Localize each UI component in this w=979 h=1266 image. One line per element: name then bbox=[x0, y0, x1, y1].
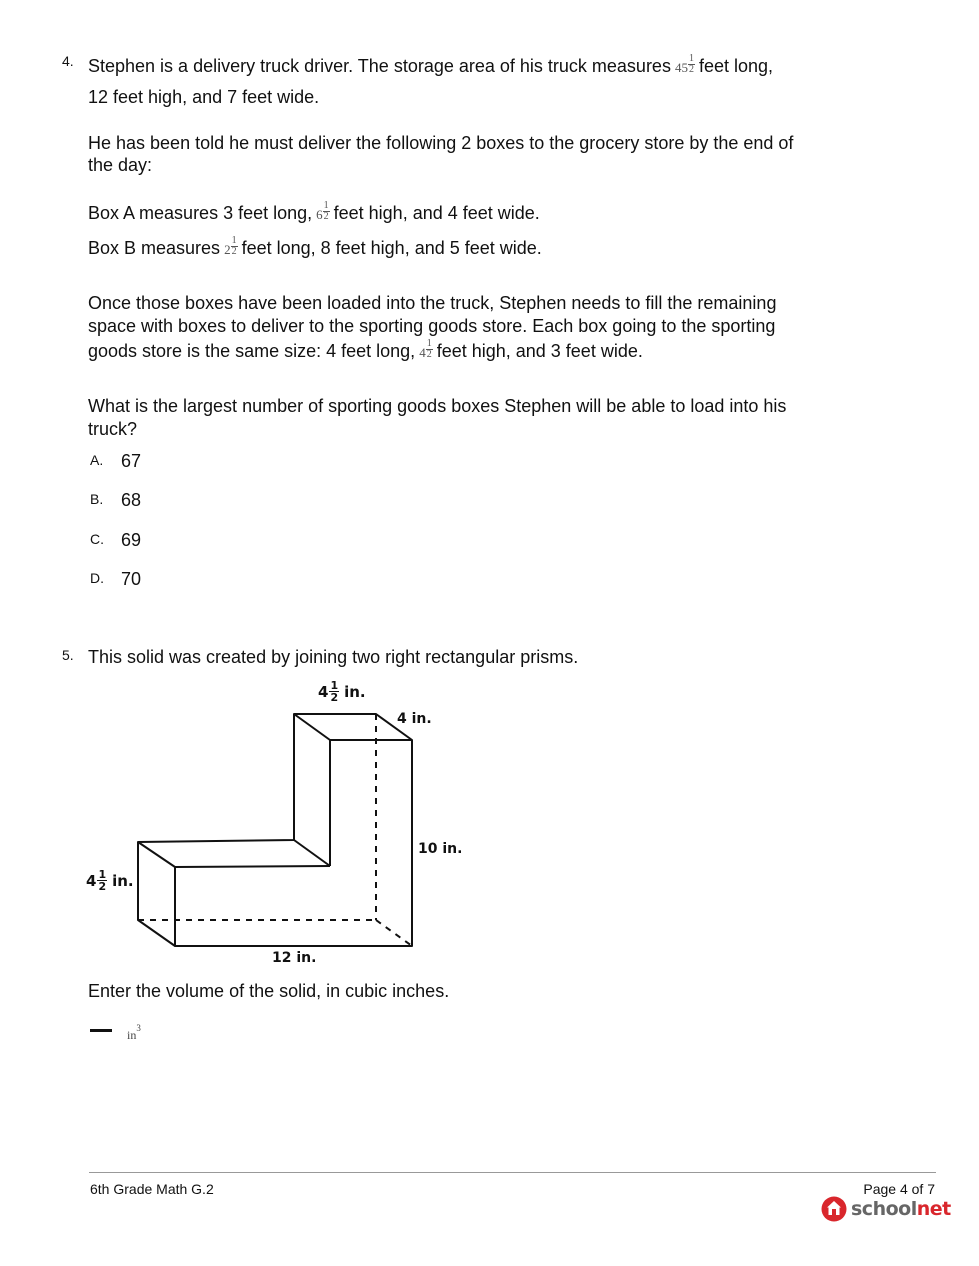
brand-school: school bbox=[851, 1198, 917, 1220]
q4-text: Stephen is a delivery truck driver. The storage area of his truck measures bbox=[88, 55, 671, 76]
length-label: 12 in. bbox=[272, 950, 317, 966]
q4-text: space with boxes to deliver to the sporting goods store. Each box going to the sporting bbox=[88, 316, 776, 336]
page-number: Page 4 of 7 bbox=[863, 1181, 935, 1197]
q4-paragraph-1 bbox=[88, 52, 773, 82]
choice-a[interactable]: 67 bbox=[121, 451, 142, 471]
hidden-depth-edge bbox=[376, 920, 412, 946]
left-height-label: 4 $\frac{1}{2}$ in. bbox=[86, 868, 134, 893]
q4-text: 12 feet high, and 7 feet wide. bbox=[88, 87, 320, 107]
question-text: truck? bbox=[88, 419, 138, 439]
question-text: What is the largest number of sporting goods boxes Stephen will be able to load into his bbox=[88, 396, 787, 416]
q5-prompt: This solid was created by joining two right rectangular prisms. bbox=[88, 647, 579, 667]
mixed-number: 4 $\frac{1}{2}$ bbox=[419, 338, 432, 361]
box-b-line: Box B measures 2 $\frac{1}{2}$ feet long, 8 feet high, and 5 feet wide. bbox=[88, 234, 542, 264]
choice-letter: A. bbox=[90, 452, 104, 468]
left-back-edge bbox=[138, 842, 175, 946]
sporting-box-line: goods store is the same size: 4 feet long, 4 $\frac{1}{2}$ feet high, and 3 feet wide. bbox=[88, 337, 643, 367]
brand-net: net bbox=[916, 1198, 951, 1220]
question-number: 5. bbox=[62, 647, 74, 663]
height-label: 10 in. bbox=[418, 841, 463, 857]
q4-text: Once those boxes have been loaded into the truck, Stephen needs to fill the remaining bbox=[88, 293, 777, 313]
course-title: 6th Grade Math G.2 bbox=[90, 1181, 214, 1197]
choice-letter: B. bbox=[90, 491, 104, 507]
q4-text: He has been told he must deliver the following 2 boxes to the grocery store by the end of bbox=[88, 133, 794, 153]
solid-outline bbox=[138, 714, 412, 946]
q5-instruction: Enter the volume of the solid, in cubic inches. bbox=[88, 981, 450, 1001]
inner-depth-edge bbox=[294, 840, 330, 866]
question-number: 4. bbox=[62, 53, 74, 69]
mixed-number: 45 $\frac{1}{2}$ bbox=[674, 53, 694, 76]
top-width-label: 4 $\frac{1}{2}$ in. bbox=[318, 679, 366, 704]
house-icon bbox=[821, 1196, 847, 1222]
mixed-number: 2 $\frac{1}{2}$ bbox=[224, 235, 237, 258]
choice-letter: C. bbox=[90, 531, 104, 547]
choice-c[interactable]: 69 bbox=[121, 530, 142, 550]
mixed-number: 6 $\frac{1}{2}$ bbox=[316, 200, 329, 223]
answer-blank[interactable] bbox=[90, 1029, 112, 1032]
choice-b[interactable]: 68 bbox=[121, 490, 142, 510]
depth-label: 4 in. bbox=[397, 711, 432, 727]
q4-text: the day: bbox=[88, 155, 153, 175]
box-a-line: Box A measures 3 feet long, 6 $\frac{1}{2}$ feet high, and 4 feet wide. bbox=[88, 199, 540, 229]
unit-label: $in^3$ bbox=[127, 1023, 141, 1042]
inner-horizontal-edge bbox=[175, 866, 330, 867]
schoolnet-logo bbox=[821, 1196, 951, 1222]
choice-d[interactable]: 70 bbox=[121, 569, 142, 589]
footer-divider bbox=[89, 1172, 936, 1173]
choice-letter: D. bbox=[90, 570, 104, 586]
l-shaped-solid-figure bbox=[130, 705, 430, 950]
q4-text: feet long, bbox=[698, 55, 774, 76]
